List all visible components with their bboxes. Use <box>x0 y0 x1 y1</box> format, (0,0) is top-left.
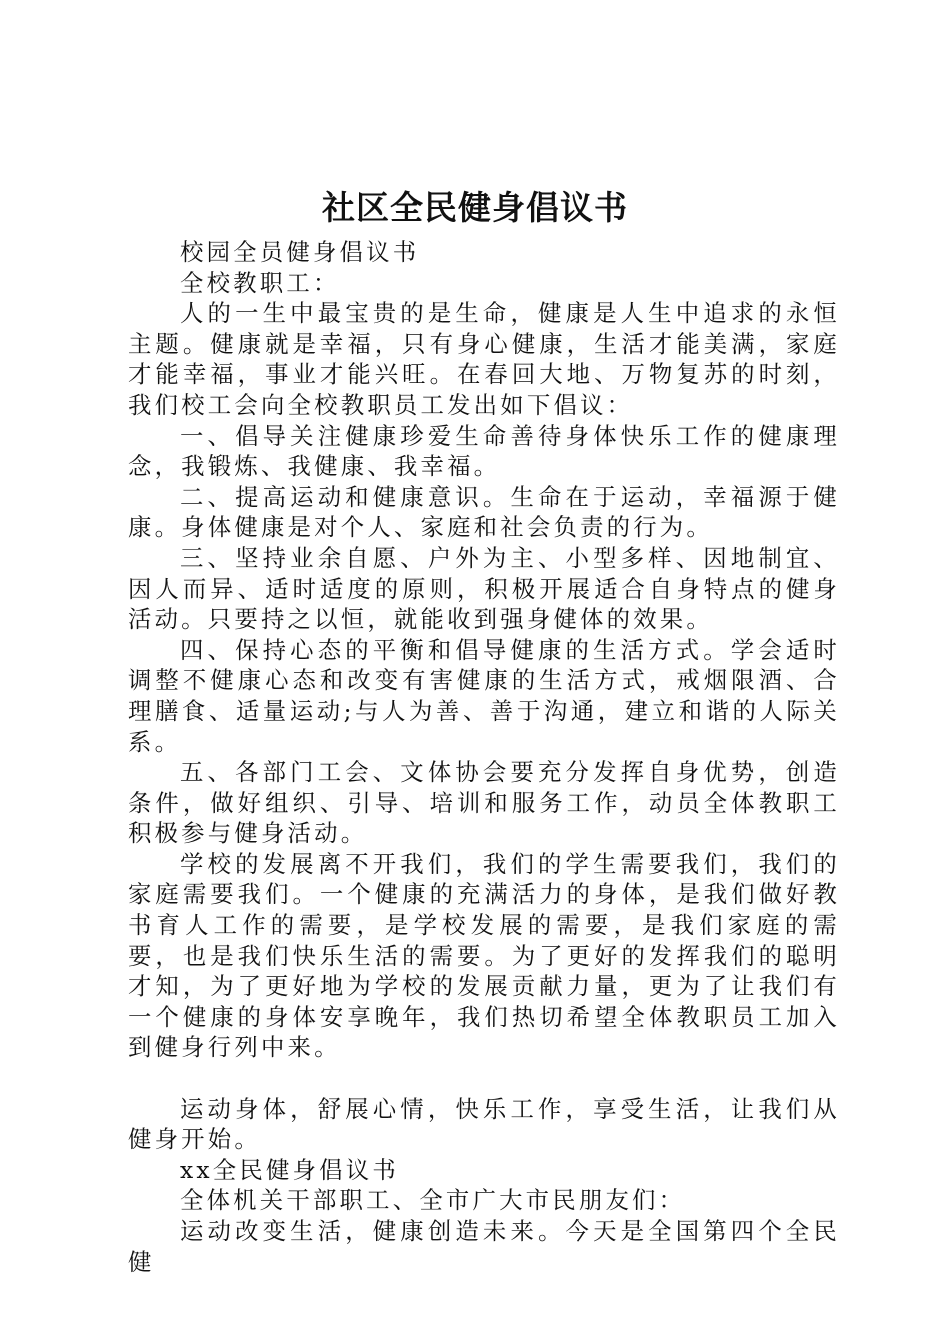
paragraph-item-1: 一、倡导关注健康珍爱生命善待身体快乐工作的健康理念，我锻炼、我健康、我幸福。 <box>128 421 840 481</box>
paragraph-salutation: 全校教职工： <box>180 268 340 297</box>
paragraph-second-title: xx全民健身倡议书 <box>180 1155 399 1184</box>
paragraph-item-5: 五、各部门工会、文体协会要充分发挥自身优势，创造条件，做好组织、引导、培训和服务工作，动员全体教职工积极参与健身活动。 <box>128 758 840 848</box>
paragraph-intro: 人的一生中最宝贵的是生命，健康是人生中追求的永恒主题。健康就是幸福，只有身心健康，生活才能美满，家庭才能幸福，事业才能兴旺。在春回大地、万物复苏的时刻，我们校工会向全校教职员工发出如下倡议： <box>128 299 840 419</box>
paragraph-item-3: 三、坚持业余自愿、户外为主、小型多样、因地制宜、因人而异、适时适度的原则，积极开展适合自身特点的健身活动。只要持之以恒，就能收到强身健体的效果。 <box>128 543 840 634</box>
paragraph-closing: 运动身体，舒展心情，快乐工作，享受生活，让我们从健身开始。 <box>128 1094 840 1154</box>
paragraph-second-intro: 运动改变生活，健康创造未来。今天是全国第四个全民健 <box>128 1217 840 1276</box>
paragraph-item-2: 二、提高运动和健康意识。生命在于运动，幸福源于健康。身体健康是对个人、家庭和社会负责的行为。 <box>128 482 840 542</box>
paragraph-item-4: 四、保持心态的平衡和倡导健康的生活方式。学会适时调整不健康心态和改变有害健康的生活方式，戒烟限酒、合理膳食、适量运动;与人为善、善于沟通，建立和谐的人际关系。 <box>128 635 840 756</box>
paragraph-second-salutation: 全体机关干部职工、全市广大市民朋友们： <box>180 1186 686 1215</box>
document-body <box>128 237 840 1277</box>
paragraph-subtitle: 校园全员健身倡议书 <box>180 238 420 266</box>
document-title: 社区全民健身倡议书 <box>322 188 628 227</box>
paragraph-spacer <box>128 1063 840 1094</box>
paragraph-appeal: 学校的发展离不开我们，我们的学生需要我们，我们的家庭需要我们。一个健康的充满活力的身体，是我们做好教书育人工作的需要，是学校发展的需要，是我们家庭的需要，也是我们快乐生活的需要。为了更好的发挥我们的聪明才知，为了更好地为学校的发展贡献力量，更为了让我们有一个健康的身体安享晚年，我们热切希望全体教职员工加入到健身行列中来。 <box>128 849 840 1062</box>
